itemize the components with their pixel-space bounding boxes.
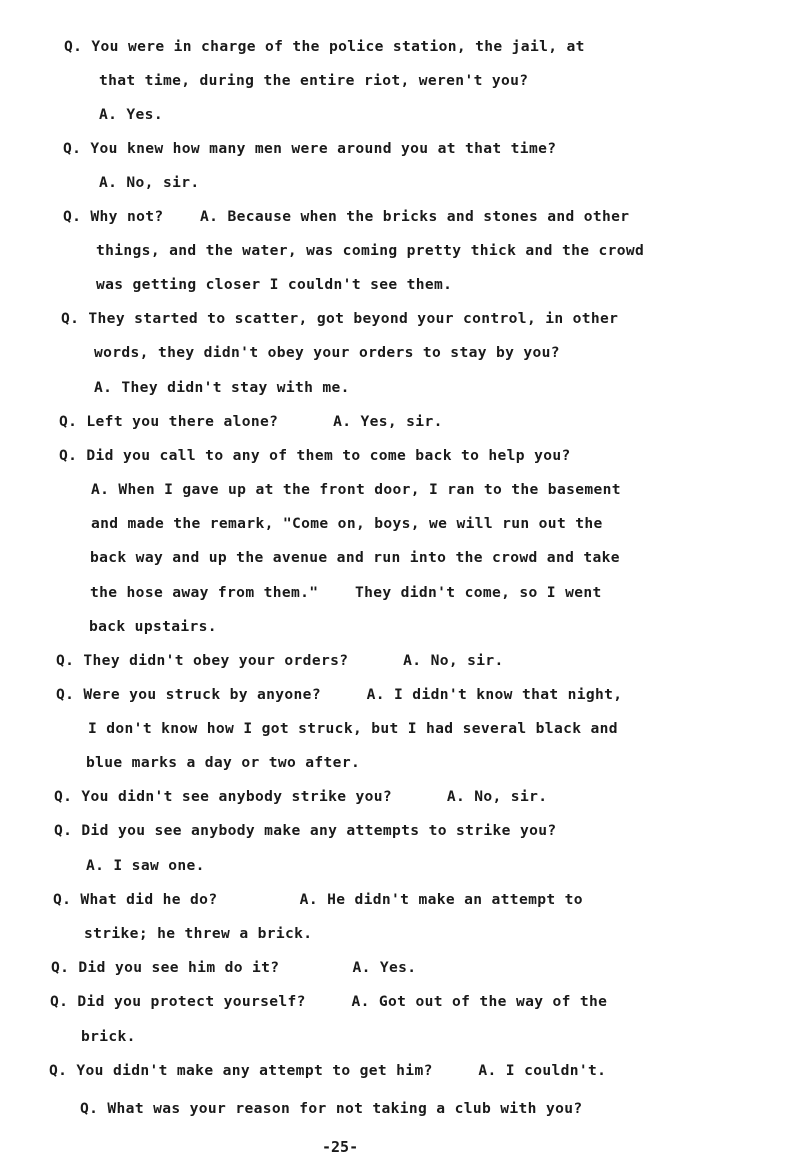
transcript-line: Q. You didn't see anybody strike you? A. No, sir. <box>54 788 548 805</box>
transcript-line: strike; he threw a brick. <box>84 925 313 942</box>
transcript-line: I don't know how I got struck, but I had several black and <box>88 720 618 737</box>
transcript-line: A. I saw one. <box>86 857 205 874</box>
transcript-line: Q. They started to scatter, got beyond your control, in other <box>61 310 619 327</box>
transcript-line: back way and up the avenue and run into the crowd and take <box>90 549 620 566</box>
transcript-line: the hose away from them." They didn't come, so I went <box>90 584 602 601</box>
transcript-line: Q. They didn't obey your orders? A. No, sir. <box>56 652 504 669</box>
transcript-line: Q. You were in charge of the police station, the jail, at <box>64 38 585 55</box>
page-number: -25- <box>322 1138 359 1156</box>
transcript-line: was getting closer I couldn't see them. <box>96 276 453 293</box>
transcript-line: A. No, sir. <box>99 174 200 191</box>
transcript-line: Q. What did he do? A. He didn't make an attempt to <box>53 891 583 908</box>
transcript-line: back upstairs. <box>89 618 217 635</box>
transcript-line: brick. <box>81 1028 136 1045</box>
transcript-line: words, they didn't obey your orders to stay by you? <box>94 344 560 361</box>
transcript-line: Q. Did you see him do it? A. Yes. <box>51 959 417 976</box>
transcript-line: Q. Did you call to any of them to come back to help you? <box>59 447 571 464</box>
transcript-line: A. When I gave up at the front door, I ran to the basement <box>91 481 621 498</box>
transcript-line: Q. Did you see anybody make any attempts to strike you? <box>54 822 557 839</box>
transcript-line: Q. What was your reason for not taking a club with you? <box>80 1100 583 1117</box>
transcript-line: A. Yes. <box>99 106 163 123</box>
transcript-line: Q. You didn't make any attempt to get him? A. I couldn't. <box>49 1062 607 1079</box>
transcript-line: Q. Why not? A. Because when the bricks and stones and other <box>63 208 630 225</box>
transcript-line: Q. Left you there alone? A. Yes, sir. <box>59 413 443 430</box>
transcript-line: Q. Were you struck by anyone? A. I didn't know that night, <box>56 686 623 703</box>
transcript-line: things, and the water, was coming pretty thick and the crowd <box>96 242 645 259</box>
transcript-line: blue marks a day or two after. <box>86 754 361 771</box>
transcript-line: that time, during the entire riot, weren't you? <box>99 72 529 89</box>
transcript-line: and made the remark, "Come on, boys, we will run out the <box>91 515 603 532</box>
transcript-line: A. They didn't stay with me. <box>94 379 350 396</box>
transcript-line: Q. You knew how many men were around you at that time? <box>63 140 557 157</box>
transcript-line: Q. Did you protect yourself? A. Got out of the way of the <box>50 993 608 1010</box>
